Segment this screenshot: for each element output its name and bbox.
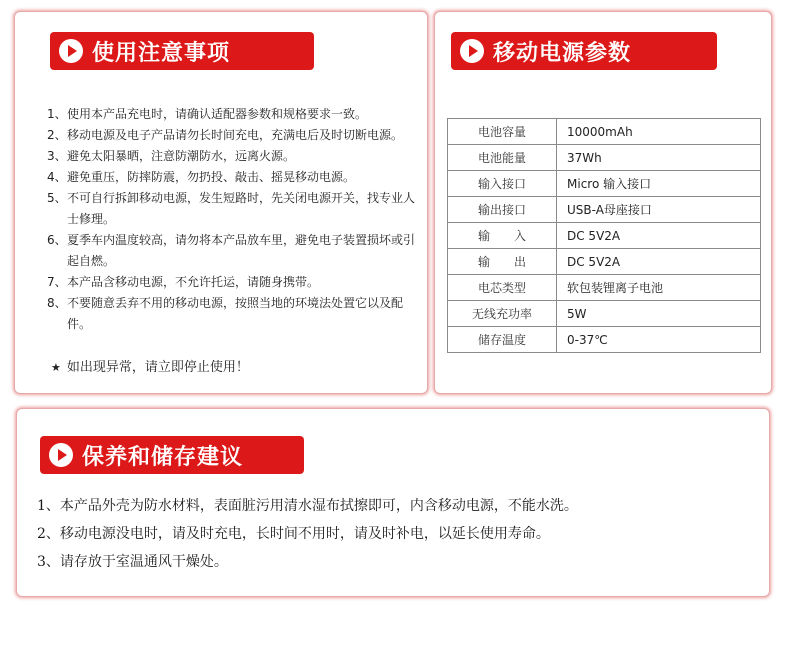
spec-value: Micro 输入接口 [557, 171, 761, 197]
play-icon [460, 39, 484, 63]
usage-notes-list [47, 104, 417, 335]
spec-key: 输入接口 [448, 171, 557, 197]
warning-text: 如出现异常，请立即停止使用！ [66, 360, 249, 375]
care-storage-panel [16, 408, 770, 597]
item-number: 1、 [47, 107, 67, 121]
specs-table [447, 118, 761, 353]
item-number: 5、 [47, 191, 67, 205]
spec-key: 输 出 [448, 249, 557, 275]
spec-key: 输 入 [448, 223, 557, 249]
table-row [448, 249, 761, 275]
list-item [47, 293, 417, 335]
table-row [448, 197, 761, 223]
usage-notes-banner [50, 32, 314, 70]
spec-value: USB-A母座接口 [557, 197, 761, 223]
spec-value: DC 5V2A [557, 223, 761, 249]
care-list [37, 492, 578, 576]
table-row [448, 301, 761, 327]
item-text: 避免太阳暴晒，注意防潮防水，远离火源。 [67, 149, 296, 163]
list-item [47, 146, 417, 167]
table-row [448, 327, 761, 353]
item-text: 使用本产品充电时，请确认适配器参数和规格要求一致。 [67, 107, 368, 121]
spec-key: 电芯类型 [448, 275, 557, 301]
spec-value: 5W [557, 301, 761, 327]
item-number: 4、 [47, 170, 67, 184]
spec-value: DC 5V2A [557, 249, 761, 275]
warning-line [51, 356, 249, 375]
spec-value: 37Wh [557, 145, 761, 171]
spec-value: 软包装锂离子电池 [557, 275, 761, 301]
item-text: 移动电源及电子产品请勿长时间充电，充满电后及时切断电源。 [67, 128, 404, 142]
spec-key: 输出接口 [448, 197, 557, 223]
table-row [448, 275, 761, 301]
list-item [47, 188, 417, 230]
item-text: 本产品含移动电源，不允许托运，请随身携带。 [67, 275, 320, 289]
specs-title: 移动电源参数 [493, 40, 632, 66]
table-row [448, 119, 761, 145]
table-row [448, 223, 761, 249]
spec-key: 储存温度 [448, 327, 557, 353]
spec-value: 10000mAh [557, 119, 761, 145]
spec-key: 电池能量 [448, 145, 557, 171]
care-title: 保养和储存建议 [82, 444, 244, 470]
item-number: 6、 [47, 233, 67, 247]
care-banner [40, 436, 304, 474]
specs-banner [451, 32, 717, 70]
list-item: 3、请存放于室温通风干燥处。 [37, 554, 228, 570]
list-item: 1、本产品外壳为防水材料，表面脏污用清水湿布拭擦即可，内含移动电源，不能水洗。 [37, 498, 578, 514]
table-row [448, 145, 761, 171]
item-number: 2、 [47, 128, 67, 142]
usage-notes-panel [14, 11, 428, 394]
power-bank-specs-panel [434, 11, 772, 394]
list-item [47, 125, 417, 146]
list-item: 2、移动电源没电时，请及时充电，长时间不用时，请及时补电，以延长使用寿命。 [37, 526, 550, 542]
spec-key: 电池容量 [448, 119, 557, 145]
list-item [47, 104, 417, 125]
play-icon [59, 39, 83, 63]
item-text: 不可自行拆卸移动电源，发生短路时，先关闭电源开关，找专业人士修理。 [67, 191, 416, 226]
item-text: 不要随意丢弃不用的移动电源，按照当地的环境法处置它以及配件。 [67, 296, 404, 331]
list-item [47, 272, 417, 293]
item-number: 8、 [47, 296, 67, 310]
list-item [47, 230, 417, 272]
item-number: 7、 [47, 275, 67, 289]
usage-notes-title: 使用注意事项 [92, 40, 231, 66]
item-text: 避免重压，防摔防震，勿扔投、敲击、摇晃移动电源。 [67, 170, 356, 184]
table-row [448, 171, 761, 197]
list-item [47, 167, 417, 188]
spec-key: 无线充功率 [448, 301, 557, 327]
item-text: 夏季车内温度较高，请勿将本产品放车里，避免电子装置损坏或引起自燃。 [67, 233, 416, 268]
star-icon: ★ [51, 361, 61, 374]
play-icon [49, 443, 73, 467]
spec-value: 0-37℃ [557, 327, 761, 353]
item-number: 3、 [47, 149, 67, 163]
